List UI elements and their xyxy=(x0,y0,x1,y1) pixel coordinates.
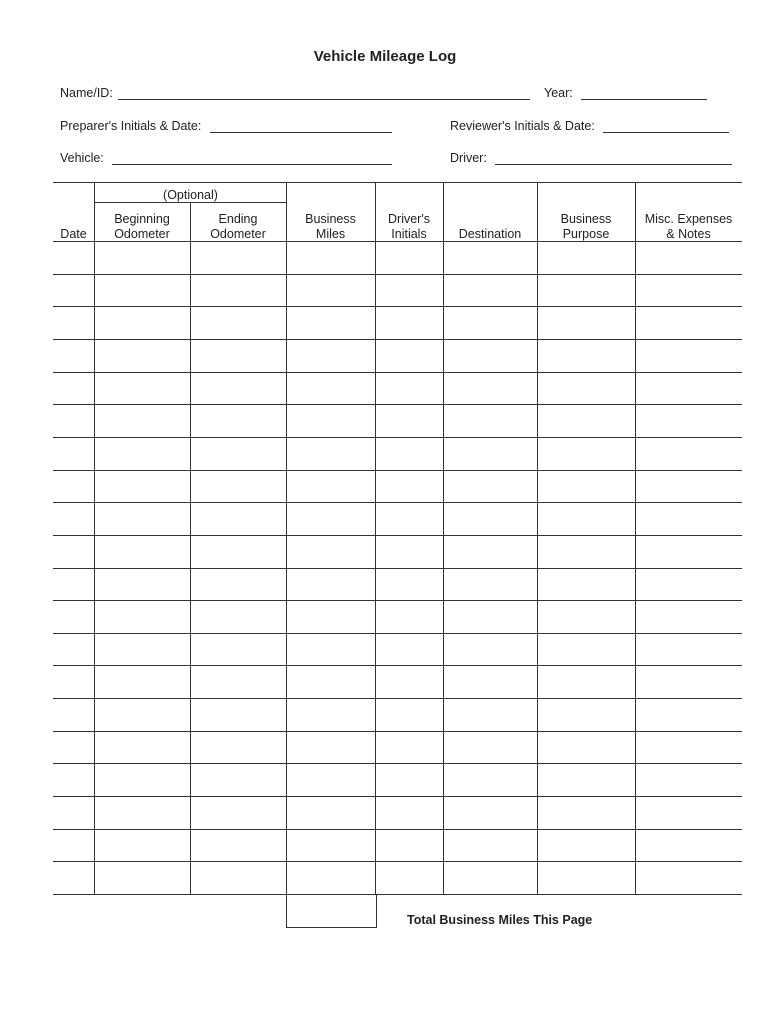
cell-destination[interactable] xyxy=(444,634,536,665)
total-business-miles-box[interactable] xyxy=(286,894,377,928)
cell-misc-expenses-notes[interactable] xyxy=(636,242,741,273)
cell-business-miles[interactable] xyxy=(287,373,374,404)
reviewer-field[interactable] xyxy=(603,132,729,133)
cell-beginning-odometer[interactable] xyxy=(95,275,189,306)
cell-date[interactable] xyxy=(54,405,93,436)
vehicle-label: Vehicle: xyxy=(60,151,104,165)
cell-business-purpose[interactable] xyxy=(538,732,634,763)
cell-business-purpose[interactable] xyxy=(538,536,634,567)
cell-business-miles[interactable] xyxy=(287,699,374,730)
cell-business-miles[interactable] xyxy=(287,634,374,665)
header-beginning-odometer: Beginning Odometer xyxy=(114,212,170,241)
cell-drivers-initials[interactable] xyxy=(376,569,442,600)
cell-destination[interactable] xyxy=(444,862,536,893)
cell-date[interactable] xyxy=(54,634,93,665)
cell-business-miles[interactable] xyxy=(287,503,374,534)
driver-label: Driver: xyxy=(450,151,487,165)
cell-drivers-initials[interactable] xyxy=(376,601,442,632)
cell-business-purpose[interactable] xyxy=(538,275,634,306)
cell-destination[interactable] xyxy=(444,503,536,534)
cell-date[interactable] xyxy=(54,764,93,795)
mileage-log-table xyxy=(53,182,742,894)
cell-drivers-initials[interactable] xyxy=(376,307,442,338)
cell-beginning-odometer[interactable] xyxy=(95,830,189,861)
cell-business-miles[interactable] xyxy=(287,307,374,338)
cell-ending-odometer[interactable] xyxy=(191,307,285,338)
header-business-miles: Business Miles xyxy=(305,212,356,241)
vehicle-field[interactable] xyxy=(112,164,392,165)
cell-ending-odometer[interactable] xyxy=(191,275,285,306)
cell-business-miles[interactable] xyxy=(287,340,374,371)
header-date: Date xyxy=(60,227,87,241)
cell-business-purpose[interactable] xyxy=(538,764,634,795)
cell-beginning-odometer[interactable] xyxy=(95,569,189,600)
cell-business-miles[interactable] xyxy=(287,830,374,861)
total-business-miles-label: Total Business Miles This Page xyxy=(407,913,593,927)
year-label: Year: xyxy=(544,86,573,100)
cell-business-purpose[interactable] xyxy=(538,634,634,665)
year-field[interactable] xyxy=(581,99,707,100)
cell-business-purpose[interactable] xyxy=(538,699,634,730)
cell-destination[interactable] xyxy=(444,340,536,371)
cell-business-miles[interactable] xyxy=(287,242,374,273)
cell-drivers-initials[interactable] xyxy=(376,764,442,795)
cell-destination[interactable] xyxy=(444,666,536,697)
cell-date[interactable] xyxy=(54,503,93,534)
cell-beginning-odometer[interactable] xyxy=(95,666,189,697)
cell-business-miles[interactable] xyxy=(287,536,374,567)
optional-label: (Optional) xyxy=(163,188,218,202)
cell-ending-odometer[interactable] xyxy=(191,732,285,763)
cell-date[interactable] xyxy=(54,797,93,828)
cell-business-purpose[interactable] xyxy=(538,340,634,371)
cell-date[interactable] xyxy=(54,536,93,567)
name-id-label: Name/ID: xyxy=(60,86,113,100)
cell-business-purpose[interactable] xyxy=(538,601,634,632)
cell-beginning-odometer[interactable] xyxy=(95,471,189,502)
cell-beginning-odometer[interactable] xyxy=(95,862,189,893)
cell-destination[interactable] xyxy=(444,373,536,404)
cell-date[interactable] xyxy=(54,373,93,404)
cell-ending-odometer[interactable] xyxy=(191,666,285,697)
cell-date[interactable] xyxy=(54,732,93,763)
cell-date[interactable] xyxy=(54,471,93,502)
cell-drivers-initials[interactable] xyxy=(376,438,442,469)
cell-ending-odometer[interactable] xyxy=(191,438,285,469)
driver-field[interactable] xyxy=(495,164,732,165)
cell-destination[interactable] xyxy=(444,242,536,273)
cell-destination[interactable] xyxy=(444,569,536,600)
cell-date[interactable] xyxy=(54,438,93,469)
cell-date[interactable] xyxy=(54,275,93,306)
cell-destination[interactable] xyxy=(444,732,536,763)
cell-beginning-odometer[interactable] xyxy=(95,699,189,730)
cell-business-purpose[interactable] xyxy=(538,830,634,861)
cell-drivers-initials[interactable] xyxy=(376,830,442,861)
header-ending-odometer: Ending Odometer xyxy=(210,212,266,241)
cell-misc-expenses-notes[interactable] xyxy=(636,536,741,567)
cell-beginning-odometer[interactable] xyxy=(95,536,189,567)
name-id-field[interactable] xyxy=(118,99,530,100)
cell-date[interactable] xyxy=(54,699,93,730)
cell-drivers-initials[interactable] xyxy=(376,275,442,306)
cell-misc-expenses-notes[interactable] xyxy=(636,797,741,828)
cell-business-miles[interactable] xyxy=(287,797,374,828)
cell-beginning-odometer[interactable] xyxy=(95,764,189,795)
cell-ending-odometer[interactable] xyxy=(191,797,285,828)
cell-business-purpose[interactable] xyxy=(538,242,634,273)
cell-business-purpose[interactable] xyxy=(538,373,634,404)
cell-ending-odometer[interactable] xyxy=(191,242,285,273)
cell-business-miles[interactable] xyxy=(287,438,374,469)
cell-ending-odometer[interactable] xyxy=(191,569,285,600)
cell-business-miles[interactable] xyxy=(287,471,374,502)
cell-destination[interactable] xyxy=(444,438,536,469)
cell-business-purpose[interactable] xyxy=(538,797,634,828)
cell-drivers-initials[interactable] xyxy=(376,797,442,828)
cell-destination[interactable] xyxy=(444,275,536,306)
cell-date[interactable] xyxy=(54,666,93,697)
cell-destination[interactable] xyxy=(444,601,536,632)
cell-date[interactable] xyxy=(54,830,93,861)
cell-misc-expenses-notes[interactable] xyxy=(636,405,741,436)
cell-beginning-odometer[interactable] xyxy=(95,601,189,632)
cell-beginning-odometer[interactable] xyxy=(95,438,189,469)
cell-beginning-odometer[interactable] xyxy=(95,242,189,273)
cell-business-purpose[interactable] xyxy=(538,471,634,502)
cell-drivers-initials[interactable] xyxy=(376,405,442,436)
cell-business-miles[interactable] xyxy=(287,862,374,893)
preparer-label: Preparer's Initials & Date: xyxy=(60,119,202,133)
cell-ending-odometer[interactable] xyxy=(191,699,285,730)
cell-drivers-initials[interactable] xyxy=(376,536,442,567)
cell-ending-odometer[interactable] xyxy=(191,373,285,404)
cell-ending-odometer[interactable] xyxy=(191,536,285,567)
cell-misc-expenses-notes[interactable] xyxy=(636,601,741,632)
cell-destination[interactable] xyxy=(444,536,536,567)
cell-misc-expenses-notes[interactable] xyxy=(636,438,741,469)
cell-date[interactable] xyxy=(54,307,93,338)
page-title: Vehicle Mileage Log xyxy=(313,48,457,65)
cell-misc-expenses-notes[interactable] xyxy=(636,340,741,371)
cell-ending-odometer[interactable] xyxy=(191,503,285,534)
cell-ending-odometer[interactable] xyxy=(191,764,285,795)
cell-misc-expenses-notes[interactable] xyxy=(636,471,741,502)
cell-destination[interactable] xyxy=(444,471,536,502)
cell-drivers-initials[interactable] xyxy=(376,699,442,730)
cell-drivers-initials[interactable] xyxy=(376,340,442,371)
cell-business-miles[interactable] xyxy=(287,405,374,436)
preparer-field[interactable] xyxy=(210,132,392,133)
cell-drivers-initials[interactable] xyxy=(376,634,442,665)
cell-business-miles[interactable] xyxy=(287,732,374,763)
cell-drivers-initials[interactable] xyxy=(376,732,442,763)
cell-beginning-odometer[interactable] xyxy=(95,405,189,436)
cell-ending-odometer[interactable] xyxy=(191,601,285,632)
table-top-border xyxy=(53,182,742,183)
header-drivers-initials: Driver's Initials xyxy=(388,212,430,241)
cell-destination[interactable] xyxy=(444,699,536,730)
cell-beginning-odometer[interactable] xyxy=(95,797,189,828)
cell-drivers-initials[interactable] xyxy=(376,242,442,273)
cell-misc-expenses-notes[interactable] xyxy=(636,732,741,763)
cell-misc-expenses-notes[interactable] xyxy=(636,862,741,893)
cell-destination[interactable] xyxy=(444,830,536,861)
cell-drivers-initials[interactable] xyxy=(376,503,442,534)
header-misc-expenses-notes: Misc. Expenses & Notes xyxy=(644,212,733,241)
cell-ending-odometer[interactable] xyxy=(191,471,285,502)
cell-ending-odometer[interactable] xyxy=(191,340,285,371)
cell-destination[interactable] xyxy=(444,764,536,795)
cell-drivers-initials[interactable] xyxy=(376,666,442,697)
cell-misc-expenses-notes[interactable] xyxy=(636,699,741,730)
cell-business-purpose[interactable] xyxy=(538,307,634,338)
cell-business-purpose[interactable] xyxy=(538,666,634,697)
cell-business-miles[interactable] xyxy=(287,601,374,632)
header-business-purpose: Business Purpose xyxy=(560,212,612,241)
cell-drivers-initials[interactable] xyxy=(376,471,442,502)
cell-beginning-odometer[interactable] xyxy=(95,634,189,665)
header-destination: Destination xyxy=(458,227,522,241)
cell-date[interactable] xyxy=(54,569,93,600)
cell-business-purpose[interactable] xyxy=(538,569,634,600)
cell-business-miles[interactable] xyxy=(287,764,374,795)
cell-beginning-odometer[interactable] xyxy=(95,340,189,371)
cell-drivers-initials[interactable] xyxy=(376,373,442,404)
cell-ending-odometer[interactable] xyxy=(191,830,285,861)
cell-misc-expenses-notes[interactable] xyxy=(636,666,741,697)
row-divider xyxy=(53,894,742,895)
cell-misc-expenses-notes[interactable] xyxy=(636,569,741,600)
cell-business-miles[interactable] xyxy=(287,275,374,306)
cell-business-purpose[interactable] xyxy=(538,862,634,893)
cell-misc-expenses-notes[interactable] xyxy=(636,764,741,795)
cell-business-miles[interactable] xyxy=(287,666,374,697)
cell-misc-expenses-notes[interactable] xyxy=(636,373,741,404)
cell-business-miles[interactable] xyxy=(287,569,374,600)
cell-date[interactable] xyxy=(54,242,93,273)
cell-ending-odometer[interactable] xyxy=(191,862,285,893)
cell-misc-expenses-notes[interactable] xyxy=(636,634,741,665)
cell-date[interactable] xyxy=(54,340,93,371)
cell-date[interactable] xyxy=(54,601,93,632)
cell-misc-expenses-notes[interactable] xyxy=(636,503,741,534)
cell-destination[interactable] xyxy=(444,307,536,338)
cell-misc-expenses-notes[interactable] xyxy=(636,307,741,338)
cell-ending-odometer[interactable] xyxy=(191,634,285,665)
cell-beginning-odometer[interactable] xyxy=(95,307,189,338)
cell-beginning-odometer[interactable] xyxy=(95,503,189,534)
cell-misc-expenses-notes[interactable] xyxy=(636,830,741,861)
cell-business-purpose[interactable] xyxy=(538,405,634,436)
reviewer-label: Reviewer's Initials & Date: xyxy=(450,119,595,133)
cell-business-purpose[interactable] xyxy=(538,438,634,469)
cell-business-purpose[interactable] xyxy=(538,503,634,534)
cell-drivers-initials[interactable] xyxy=(376,862,442,893)
cell-ending-odometer[interactable] xyxy=(191,405,285,436)
cell-beginning-odometer[interactable] xyxy=(95,373,189,404)
cell-destination[interactable] xyxy=(444,405,536,436)
cell-destination[interactable] xyxy=(444,797,536,828)
cell-beginning-odometer[interactable] xyxy=(95,732,189,763)
cell-date[interactable] xyxy=(54,862,93,893)
cell-misc-expenses-notes[interactable] xyxy=(636,275,741,306)
